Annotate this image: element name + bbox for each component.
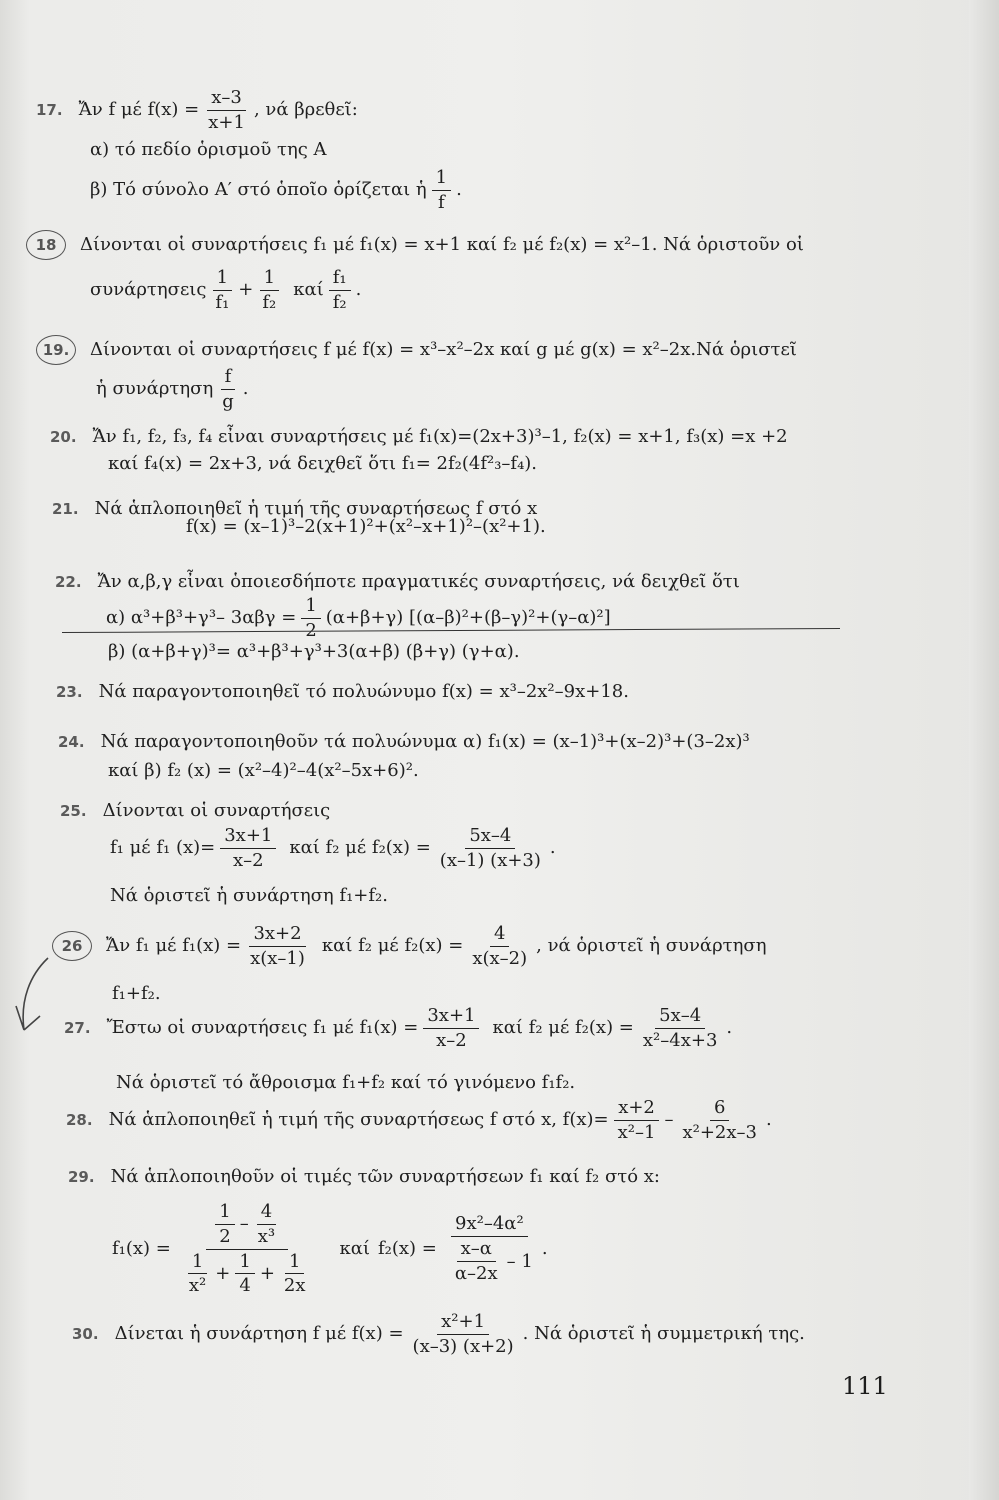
denominator: 2x — [283, 1275, 306, 1297]
problem-text: καί f₂ μέ f₂(x) = — [321, 935, 464, 957]
problem-text: Νά ἁπλοποιηθεῖ ἡ τιμή τῆς συναρτήσεως f στό x, f(x)= — [108, 1109, 609, 1131]
numerator: 3x+1 — [423, 1006, 479, 1029]
numerator: 5x–4 — [465, 826, 515, 849]
denominator: x²+2x–3 — [682, 1121, 757, 1143]
denominator: f — [438, 191, 445, 213]
problem-number: 28. — [66, 1110, 93, 1129]
numerator: 1 — [432, 168, 451, 191]
problem-number: 27. — [64, 1018, 91, 1037]
problem-text: . — [541, 1238, 548, 1260]
problem-text: f₁ μέ f₁ (x)= — [110, 837, 216, 859]
part-text: . — [456, 179, 462, 201]
denominator: f₁ — [215, 291, 230, 313]
numerator: x–α — [457, 1239, 496, 1262]
numerator: x+2 — [614, 1098, 659, 1121]
denominator: x² — [188, 1275, 207, 1297]
problem-text: ἡ συνάρτηση — [96, 378, 214, 400]
denominator: x–2 — [233, 849, 264, 871]
numerator: 1 — [213, 268, 232, 291]
problem-text: Ἄν α,β,γ εἶναι ὁποιεσδήποτε πραγματικές συναρτήσεις, νά δειχθεῖ ὅτι — [97, 571, 740, 592]
denominator: (x–1) (x+3) — [439, 849, 541, 871]
problem-text: Δίνεται ἡ συνάρτηση f μέ f(x) = — [114, 1323, 404, 1345]
denominator: 2 — [219, 1225, 231, 1247]
problem-number: 29. — [68, 1167, 95, 1186]
denominator: 4 — [239, 1275, 251, 1297]
problem-text: καί f₄(x) = 2x+3, νά δειχθεῖ ὅτι f₁= 2f₂(4f²₃–f₄). — [108, 453, 538, 474]
problem-text: , νά βρεθεῖ: — [253, 99, 358, 121]
numerator: 1 — [215, 1202, 234, 1225]
denominator: x–2 — [436, 1029, 467, 1051]
numerator: 4 — [257, 1202, 276, 1225]
denominator: x²–1 — [617, 1121, 656, 1143]
problem-text: Νά παραγοντοποιηθοῦν τά πολυώνυμα α) f₁(x) = (x–1)³+(x–2)³+(3–2x)³ — [100, 731, 750, 752]
problem-text: Νά ἁπλοποιηθεῖ ἡ τιμή τῆς συναρτήσεως f στό x — [94, 498, 538, 519]
circled-problem-number: 18 — [26, 230, 66, 260]
numerator: 1 — [235, 1252, 254, 1275]
problem-text: . — [355, 279, 362, 301]
problem-text: συνάρτησεις — [90, 279, 207, 301]
part-text: α) α³+β³+γ³– 3αβγ = — [106, 607, 297, 629]
problem-number: 22. — [55, 572, 82, 591]
operator: – — [664, 1109, 674, 1131]
problem-text: καί f₂ μέ f₂(x) = — [289, 837, 431, 859]
problem-text: . — [726, 1017, 733, 1039]
problem-text: , νά ὁριστεῖ ἡ συνάρτηση — [536, 935, 767, 957]
problem-text: Δίνονται οἱ συναρτήσεις f₁ μέ f₁(x) = x+1 καί f₂ μέ f₂(x) = x²–1. Νά ὁριστοῦν οἱ — [80, 234, 804, 255]
numerator: 1 — [301, 596, 320, 619]
problem-text: καί f₂ μέ f₂(x) = — [492, 1017, 634, 1039]
part-text: α) τό πεδίο ὁρισμοῦ της Α — [90, 139, 327, 160]
denominator: x(x–1) — [250, 947, 305, 969]
operator: + — [215, 1262, 231, 1284]
problem-number: 17. — [36, 100, 63, 119]
problem-text: καί — [339, 1238, 370, 1260]
problem-text: f₂(x) = — [377, 1238, 437, 1260]
numerator: f₁ — [329, 268, 351, 291]
numerator: x–3 — [207, 88, 246, 111]
denominator: 2 — [305, 619, 317, 641]
problem-number: 21. — [52, 499, 79, 518]
part-text: β) Τό σύνολο Α′ στό ὁποῖο ὁρίζεται ἡ — [90, 179, 427, 201]
operator: + — [238, 279, 254, 301]
denominator: g — [222, 390, 234, 412]
problem-text: Νά ὁριστεῖ τό ἄθροισμα f₁+f₂ καί τό γινόμενο f₁f₂. — [116, 1072, 576, 1093]
denominator: α–2x — [454, 1262, 498, 1284]
operator: – — [239, 1213, 249, 1235]
numerator: 4 — [490, 924, 509, 947]
numerator: 3x+2 — [249, 924, 305, 947]
denominator: x+1 — [208, 111, 245, 133]
problem-text: . — [549, 837, 556, 859]
problem-number: 24. — [58, 732, 85, 751]
problem-text: Δίνονται οἱ συναρτήσεις f μέ f(x) = x³–x²–2x καί g μέ g(x) = x²–2x.Νά ὁριστεῖ — [90, 339, 797, 360]
numerator: 1 — [285, 1252, 304, 1275]
part-text: (α+β+γ) [(α–β)²+(β–γ)²+(γ–α)²] — [325, 607, 611, 629]
numerator: 3x+1 — [220, 826, 276, 849]
problem-text: καί β) f₂ (x) = (x²–4)²–4(x²–5x+6)². — [108, 760, 419, 781]
numerator: 6 — [710, 1098, 729, 1121]
numerator: x²+1 — [437, 1312, 489, 1335]
problem-text: f₁+f₂. — [112, 983, 161, 1004]
problem-text: Ἄν f μέ f(x) = — [78, 99, 200, 121]
denominator: (x–3) (x+2) — [412, 1335, 514, 1357]
problem-text: Νά ἁπλοποιηθοῦν οἱ τιμές τῶν συναρτήσεων f₁ καί f₂ στό x: — [110, 1166, 660, 1187]
denominator: x(x–2) — [472, 947, 528, 969]
problem-text: f₁(x) = — [112, 1238, 171, 1260]
problem-text: . — [242, 378, 249, 400]
denominator: x³ — [257, 1225, 276, 1247]
operator: – 1 — [506, 1250, 533, 1272]
problem-text: Ἄν f₁, f₂, f₃, f₄ εἶναι συναρτήσεις μέ f₁(x)=(2x+3)³–1, f₂(x) = x+1, f₃(x) =x +2 — [92, 426, 788, 447]
page-number: 111 — [842, 1372, 888, 1400]
compound-numerator: 9x²–4α² — [451, 1214, 528, 1237]
problem-text: Δίνονται οἱ συναρτήσεις — [102, 800, 331, 821]
problem-text: . Νά ὁριστεῖ ἡ συμμετρική της. — [522, 1323, 805, 1345]
problem-text: f(x) = (x–1)³–2(x+1)²+(x²–x+1)²–(x²+1). — [186, 516, 546, 537]
circled-problem-number: 26 — [52, 931, 92, 961]
denominator: x²–4x+3 — [642, 1029, 718, 1051]
numerator: f — [221, 367, 236, 390]
denominator: f₂ — [332, 291, 347, 313]
problem-text: . — [765, 1109, 772, 1131]
numerator: 1 — [260, 268, 279, 291]
numerator: 5x–4 — [655, 1006, 705, 1029]
problem-text: Ἔστω οἱ συναρτήσεις f₁ μέ f₁(x) = — [106, 1017, 419, 1039]
problem-text: Ἄν f₁ μέ f₁(x) = — [106, 935, 242, 957]
problem-number: 20. — [50, 427, 77, 446]
problem-text: Νά παραγοντοποιηθεῖ τό πολυώνυμο f(x) = x³–2x²–9x+18. — [98, 681, 629, 702]
problem-number: 25. — [60, 801, 87, 820]
operator: + — [259, 1262, 275, 1284]
problem-text: Νά ὁριστεῖ ἡ συνάρτηση f₁+f₂. — [110, 885, 388, 906]
problem-number: 23. — [56, 682, 83, 701]
problem-number: 30. — [72, 1324, 99, 1343]
numerator: 1 — [188, 1252, 207, 1275]
circled-problem-number: 19. — [36, 335, 76, 365]
problem-text: καί — [293, 279, 324, 301]
denominator: f₂ — [262, 291, 277, 313]
part-text: β) (α+β+γ)³= α³+β³+γ³+3(α+β) (β+γ) (γ+α). — [108, 641, 520, 662]
